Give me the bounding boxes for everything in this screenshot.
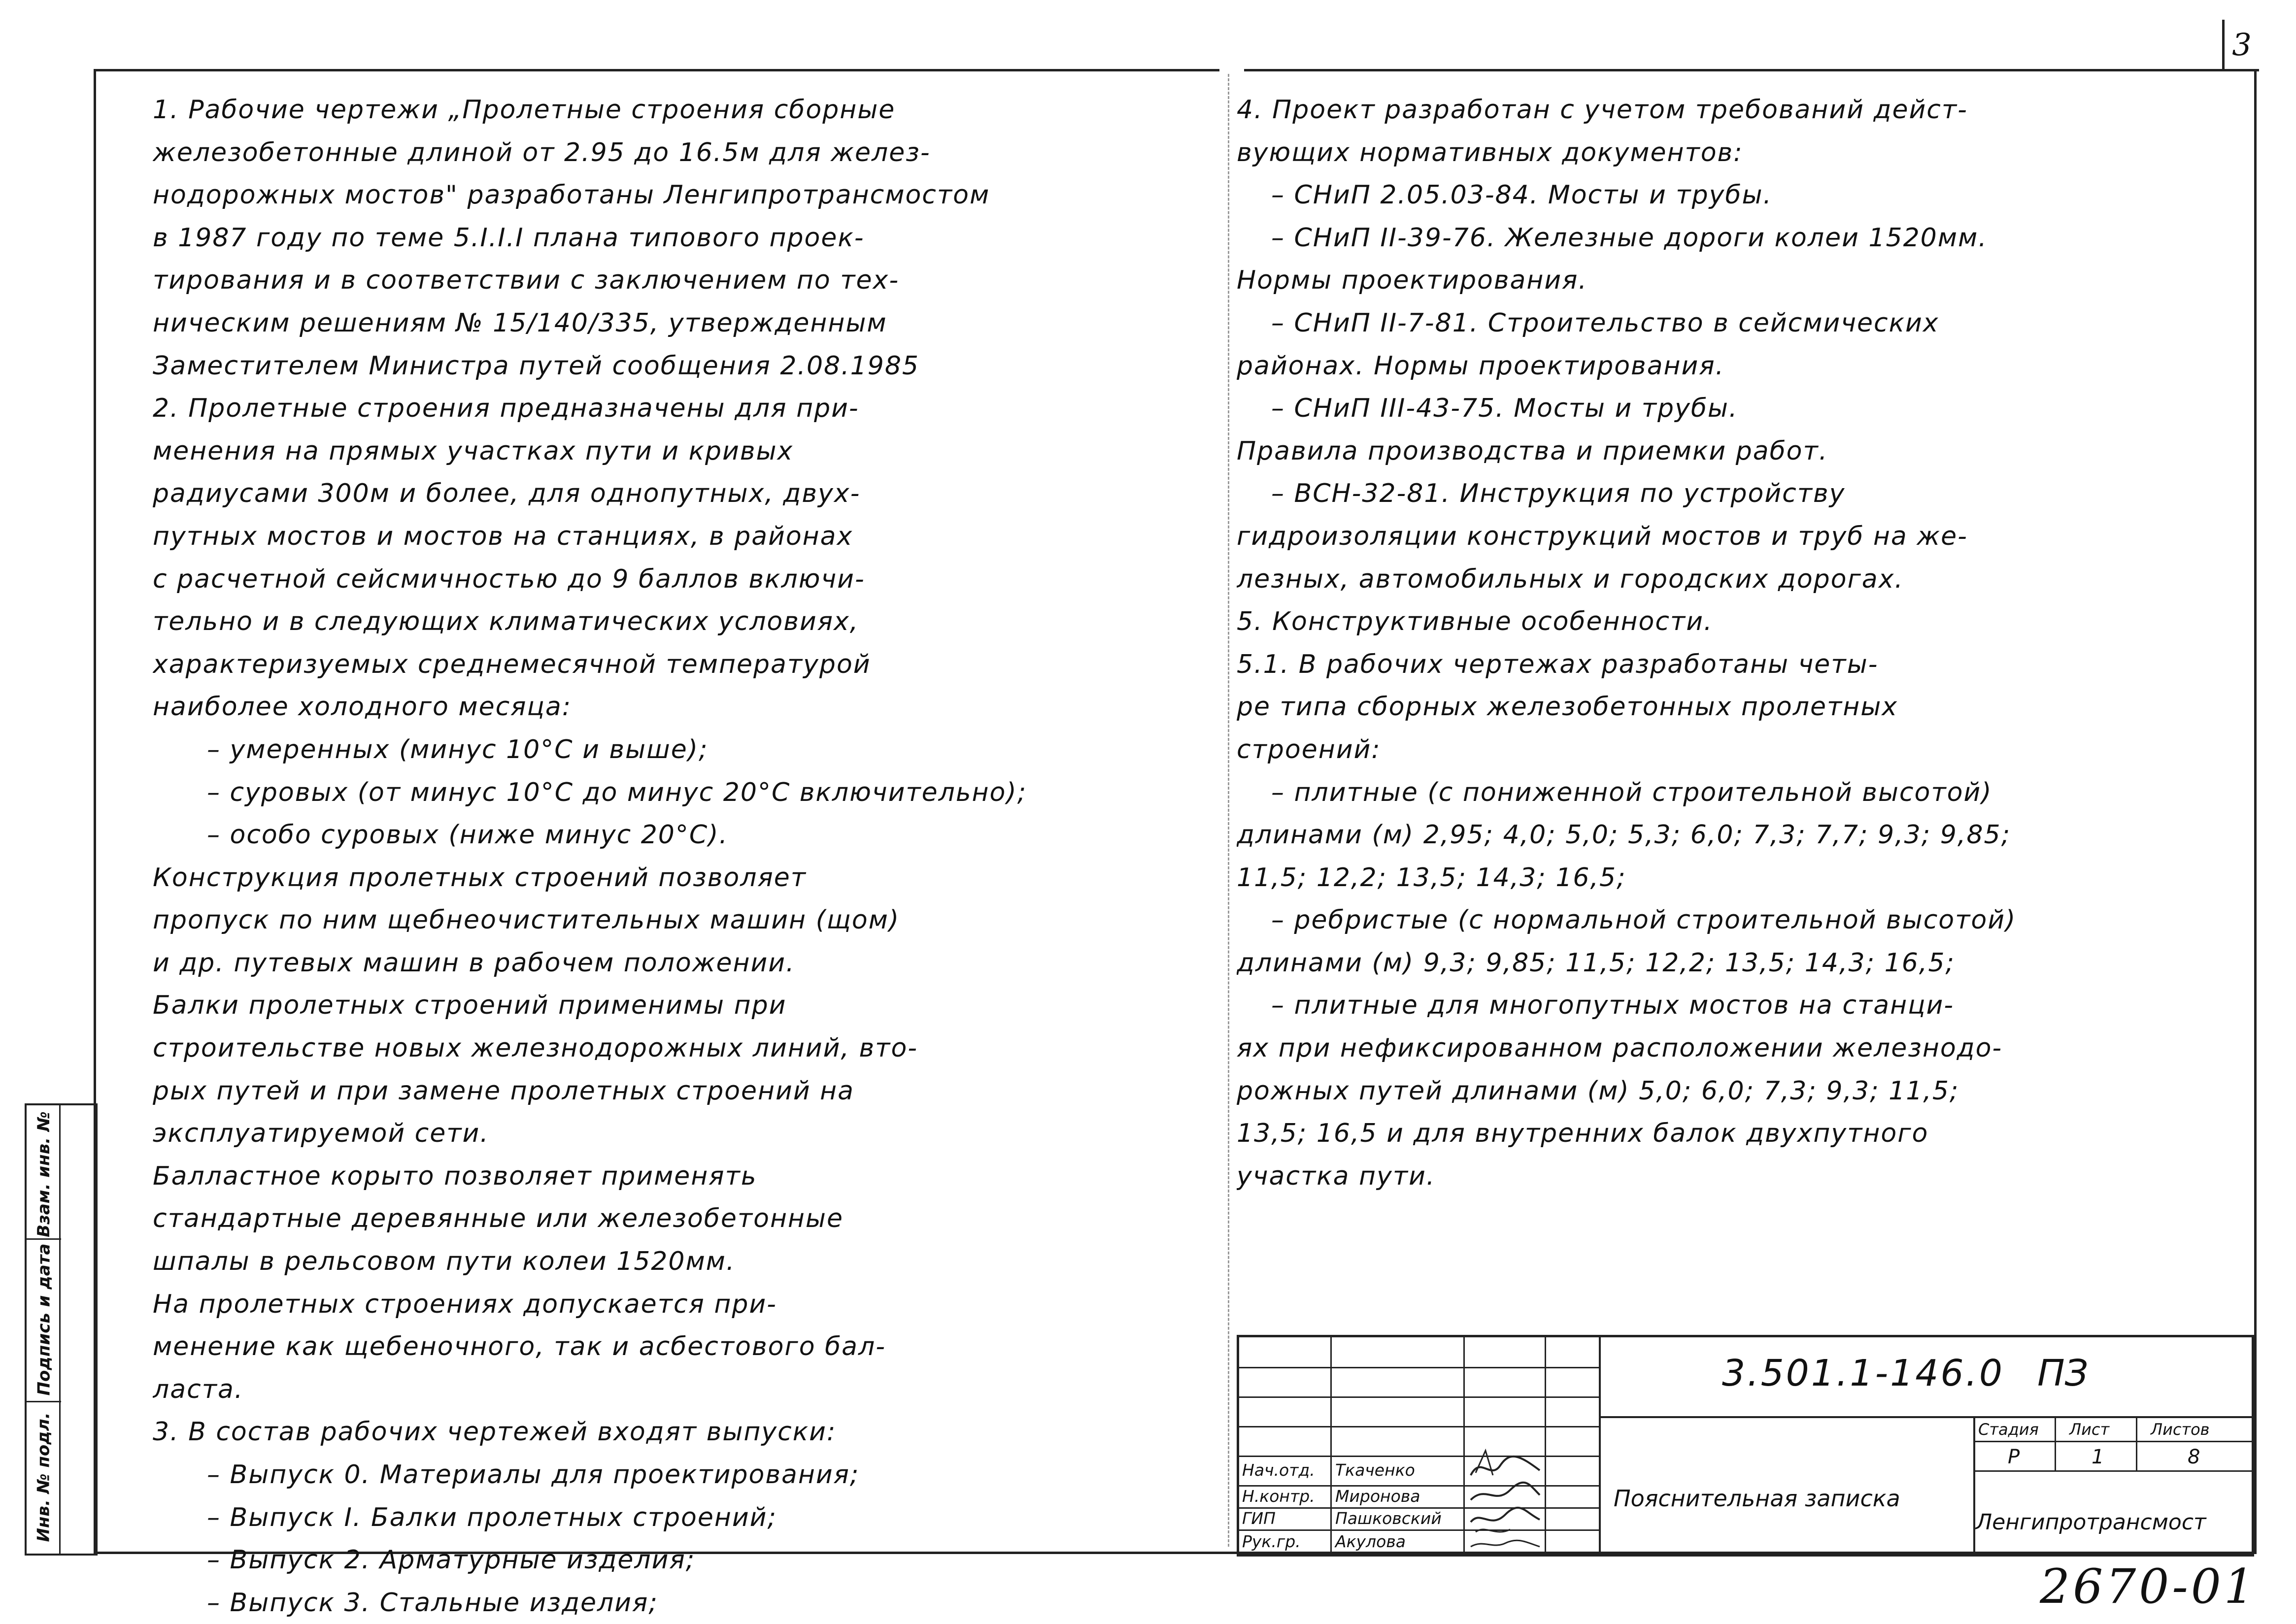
right-text-column — [1237, 89, 2242, 1197]
stage-value: Р — [2008, 1446, 2020, 1468]
text-line: Нормы проектирования. — [1237, 265, 1587, 296]
sheet-value: 1 — [2092, 1446, 2104, 1468]
text-line: рых путей и при замене пролетных строений на — [153, 1076, 855, 1106]
text-line: – Выпуск 3. Стальные изделия; — [207, 1588, 658, 1618]
organization: Ленгипротрансмост — [1976, 1510, 2206, 1535]
person-name: Акулова — [1335, 1532, 1406, 1551]
text-line: длинами (м) 2,95; 4,0; 5,0; 5,3; 6,0; 7,3; 7,7; 9,3; 9,85; — [1237, 820, 2011, 850]
document-type: ПЗ — [2037, 1352, 2089, 1394]
text-line: Заместителем Министра путей сообщения 2.08.1985 — [153, 351, 919, 381]
text-line: строительстве новых железнодорожных линий, вто- — [153, 1033, 918, 1063]
text-line: длинами (м) 9,3; 9,85; 11,5; 12,2; 13,5; 14,3; 16,5; — [1237, 948, 1955, 978]
text-line: – Выпуск 0. Материалы для проектирования; — [207, 1460, 860, 1490]
text-line: лезных, автомобильных и городских дорогах. — [1237, 564, 1904, 594]
stamp-signature-date: Подпись и дата — [34, 1243, 54, 1396]
text-line: вующих нормативных документов: — [1237, 137, 1743, 167]
person-name: Ткаченко — [1335, 1460, 1415, 1480]
text-line: 3. В состав рабочих чертежей входят выпуски: — [153, 1417, 837, 1447]
role-label: ГИП — [1242, 1509, 1276, 1528]
text-line: ласта. — [153, 1374, 244, 1404]
text-line: ре типа сборных железобетонных пролетных — [1237, 692, 1898, 722]
text-line: – суровых (от минус 10°С до минус 20°С включительно); — [207, 777, 1027, 807]
text-line: характеризуемых среднемесячной температурой — [153, 649, 871, 679]
text-line: – Выпуск 2. Арматурные изделия; — [207, 1545, 696, 1575]
title-block — [1237, 1335, 2254, 1557]
text-line: нодорожных мостов" разработаны Ленгипротрансмостом — [153, 180, 990, 210]
text-line: 13,5; 16,5 и для внутренних балок двухпутного — [1237, 1119, 1929, 1149]
text-line: строений: — [1237, 734, 1381, 764]
text-line: – плитные (с пониженной строительной высотой) — [1271, 777, 1992, 807]
role-label: Н.контр. — [1242, 1487, 1315, 1506]
role-label: Нач.отд. — [1242, 1460, 1315, 1480]
left-text-column — [153, 89, 1212, 1624]
stamp-divider — [27, 1238, 61, 1240]
text-line: и др. путевых машин в рабочем положении. — [153, 948, 795, 978]
text-line: – ребристые (с нормальной строительной высотой) — [1271, 905, 2017, 935]
text-line: Балластное корыто позволяет применять — [153, 1161, 757, 1191]
text-line: – Выпуск I. Балки пролетных строений; — [207, 1502, 777, 1532]
text-line: На пролетных строениях допускается при- — [153, 1289, 777, 1319]
text-line: тирования и в соответствии с заключением по тех- — [153, 265, 900, 296]
archive-number: 2670-01 — [2040, 1559, 2257, 1614]
text-line: менения на прямых участках пути и кривых — [153, 436, 794, 466]
stamp-inv-original: Инв. № подл. — [34, 1412, 54, 1542]
text-line: пропуск по ним щебнеочистительных машин (щом) — [153, 905, 900, 935]
text-line: шпалы в рельсовом пути колеи 1520мм. — [153, 1247, 736, 1277]
text-line: наиболее холодного месяца: — [153, 692, 572, 722]
signatures — [1466, 1426, 1545, 1554]
text-line: 1. Рабочие чертежи „Пролетные строения сборные — [153, 95, 896, 125]
text-line: ническим решениям № 15/140/335, утвержденным — [153, 308, 887, 338]
column-divider — [1228, 74, 1229, 1547]
text-line: гидроизоляции конструкций мостов и труб на же- — [1237, 521, 1968, 551]
text-line: Конструкция пролетных строений позволяет — [153, 862, 807, 893]
text-line: участка пути. — [1237, 1161, 1436, 1191]
text-line: 11,5; 12,2; 13,5; 14,3; 16,5; — [1237, 862, 1626, 893]
text-line: – плитные для многопутных мостов на станци- — [1271, 991, 1955, 1021]
text-line: Правила производства и приемки работ. — [1237, 436, 1828, 466]
text-line: эксплуатируемой сети. — [153, 1119, 489, 1149]
document-description: Пояснительная записка — [1614, 1485, 1900, 1512]
text-line: тельно и в следующих климатических условиях, — [153, 607, 859, 637]
text-line: ях при нефиксированном расположении железнодо- — [1237, 1033, 2003, 1063]
text-line: 4. Проект разработан с учетом требований дейст- — [1237, 95, 1968, 125]
person-name: Миронова — [1335, 1487, 1420, 1506]
text-line: районах. Нормы проектирования. — [1237, 351, 1725, 381]
text-line: – СНиП II-7-81. Строительство в сейсмических — [1271, 308, 1939, 338]
sheet-header: Лист — [2069, 1420, 2110, 1439]
document-code: 3.501.1-146.0 — [1722, 1352, 2004, 1394]
text-line: с расчетной сейсмичностью до 9 баллов включи- — [153, 564, 865, 594]
text-line: путных мостов и мостов на станциях, в районах — [153, 521, 853, 551]
text-line: – особо суровых (ниже минус 20°С). — [207, 820, 729, 850]
text-line: – СНиП III-43-75. Мосты и трубы. — [1271, 394, 1738, 424]
text-line: железобетонные длиной от 2.95 до 16.5м для желез- — [153, 137, 931, 167]
text-line: стандартные деревянные или железобетонные — [153, 1204, 844, 1234]
sheet-number: 3 — [2222, 20, 2259, 71]
text-line: в 1987 году по теме 5.I.I.I плана типового проек- — [153, 223, 865, 253]
text-line: – СНиП 2.05.03-84. Мосты и трубы. — [1271, 180, 1773, 210]
stamp-divider — [27, 1401, 61, 1402]
text-line: рожных путей длинами (м) 5,0; 6,0; 7,3; 9,3; 11,5; — [1237, 1076, 1959, 1106]
text-line: менение как щебеночного, так и асбестового бал- — [153, 1332, 886, 1362]
text-line: 5. Конструктивные особенности. — [1237, 607, 1713, 637]
text-line: радиусами 300м и более, для однопутных, двух- — [153, 479, 861, 509]
text-line: 5.1. В рабочих чертежах разработаны четы- — [1237, 649, 1879, 679]
role-label: Рук.гр. — [1242, 1532, 1301, 1551]
sheets-value: 8 — [2188, 1446, 2200, 1468]
stamp-replaces: Взам. инв. № — [34, 1111, 54, 1237]
text-line: – умеренных (минус 10°С и выше); — [207, 734, 709, 764]
sheets-header: Листов — [2151, 1420, 2210, 1439]
text-line: 2. Пролетные строения предназначены для при- — [153, 394, 859, 424]
text-line: Балки пролетных строений применимы при — [153, 991, 787, 1021]
person-name: Пашковский — [1335, 1509, 1442, 1528]
text-line: – ВСН-32-81. Инструкция по устройству — [1271, 479, 1846, 509]
stage-header: Стадия — [1978, 1420, 2039, 1439]
margin-stamp — [25, 1103, 98, 1556]
text-line: – СНиП II-39-76. Железные дороги колеи 1520мм. — [1271, 223, 1988, 253]
